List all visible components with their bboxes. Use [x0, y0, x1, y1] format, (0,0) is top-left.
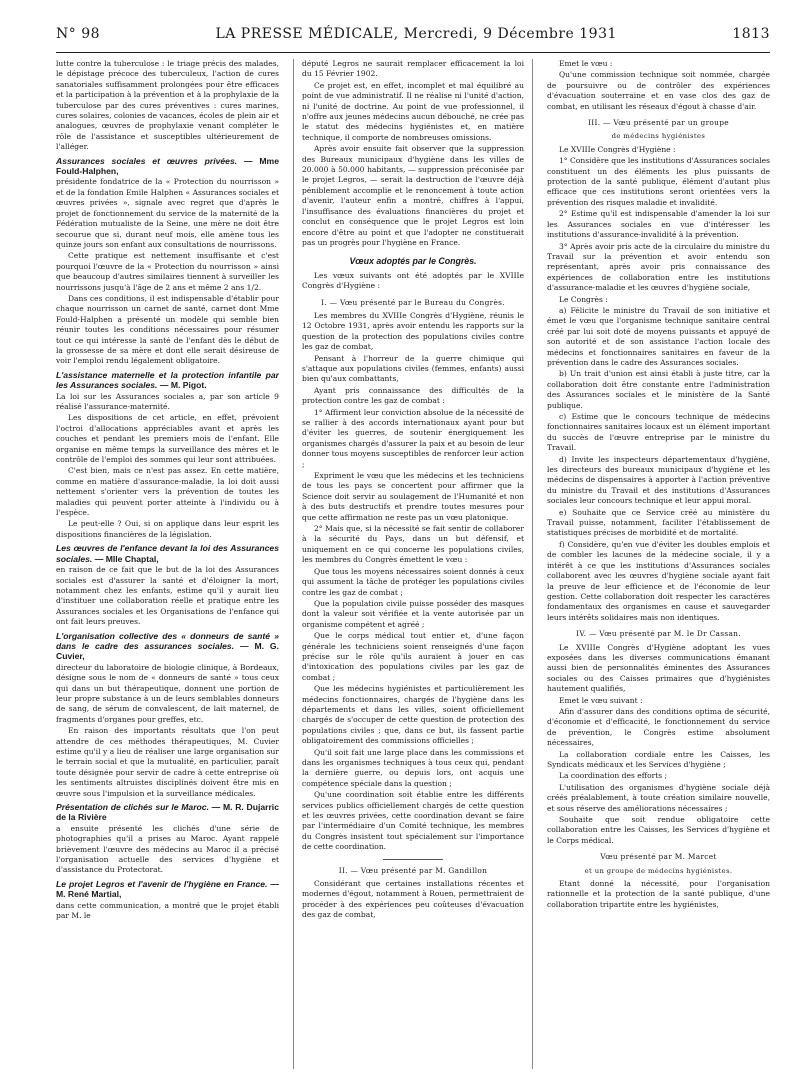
heading-text: L'organisation collective des « donneurs de santé » dans le cadre des assurances sociales. [56, 630, 279, 651]
heading-author: M. Pigot. [170, 380, 207, 391]
issue-number: N° 98 [56, 26, 101, 42]
paragraph: Le XVIIIe Congrès d'Hygiène adoptant les vues exposées dans les diverses communications émanant aussi bien de personnalités éminentes des Assurances sociales ou des Caisses primaires que d'hygiénistes hautement qualifiés, [547, 642, 770, 694]
paragraph: Emet le vœu suivant : [559, 695, 643, 705]
heading-author: M. René Martial, [56, 889, 122, 900]
heading-text: Les œuvres de l'enfance devant la loi des Assurances sociales. — [56, 543, 279, 564]
paragraph: d) Invite les inspecteurs départementaux d'hygiène, les directeurs des bureaux municipaux d'hygiène et les médecins de dispensaires à apporter à l'action préventive du ministre du Travail et des institutions d'Assurances sociales leur concours technique et leur appui moral. [547, 454, 770, 506]
paragraph: 3° Après avoir pris acte de la circulaire du ministre du Travail sur la prévention et avoir entendu son représentant, après avoir pris connaissance des expériences de collaboration entre les institutions d'assurance-maladie et les œuvres d'hygiène sociale, [547, 241, 770, 293]
paragraph: Le XVIIIe Congrès d'Hygiène : [559, 144, 676, 154]
paragraph: a ensuite présenté les clichés d'une série de photographies qu'il a prises au Maroc. Ayant rappelé brièvement l'œuvre des médecins au Maroc il a précisé l'organisation actuelle des services d'hygiène et d'assistance du Protectorat. [56, 823, 279, 875]
paragraph: c) Estime que le concours technique de médecins fonctionnaires sanitaires locaux est un élément important du succès de l'œuvre entreprise par le ministre du Travail. [547, 412, 770, 453]
paragraph: Afin d'assurer dans des conditions optima de sécurité, d'économie et d'efficacité, le fonctionnement du service de prévention, le Congrès estime absolument nécessaires, [547, 706, 770, 748]
resolution-subheading: de médecins hygiénistes [611, 132, 706, 141]
paragraph: L'utilisation des organismes d'hygiène sociale déjà créés préalablement, à toute création similaire nouvelle, et sous réserve des améliorations nécessaires ; [547, 782, 770, 813]
heading-author: Mlle Chaptal, [105, 553, 159, 564]
paragraph: Le peut-elle ? Oui, si on applique dans leur esprit les dispositions financières de la législation. [56, 519, 279, 539]
paragraph: Que tous les moyens nécessaires soient donnés à ceux qui assument la tâche de protéger les populations civiles contre les gaz de combat ; [301, 566, 524, 597]
resolution-heading: I. — Vœu présenté par le Bureau du Congrès. [321, 297, 505, 307]
paragraph: f) Considère, qu'en vue d'éviter les doubles emplois et de combler les lacunes de la médecine sociale, il y a intérêt à ce que les institutions d'Assurances sociales collaborent avec les œuvres d'hygiène sociale ayant fait la preuve de leur efficience et de l'économie de leur gestion. Cette collaboration doit respecter les caractères fondamentaux des organismes en cause et sauvegarder leurs intérêts solidaires mais non identiques. [547, 539, 770, 622]
paragraph: Les vœux suivants ont été adoptés par le XVIIIe Congrès d'Hygiène : [301, 270, 524, 291]
paragraph: dans cette communication, a montré que le projet établi par M. le [56, 900, 279, 921]
paragraph: lutte contre la tuberculose : le triage précis des malades, le dépistage précoce des tuberculeux, l'action de cures sanatoriales suffisamment prolongées pour être efficaces et la participation à la prévention et à la prophylaxie de la tuberculose par des cures préventives : cures marines, cures solaires, colonies de vacances, écoles de plein air et analogues, œuvres de prophylaxie venant compléter le rôle de l'assistance et susceptibles ultérieurement de l'alléger. [56, 59, 279, 152]
resolution-heading: Vœu présenté par M. Marcet [600, 852, 717, 862]
paragraph: Le Congrès : [559, 294, 608, 304]
paragraph: b) Un trait d'union est ainsi établi à juste titre, car la collaboration doit être constante entre l'administration des Assurances sociales et le ministère de la Santé publique. [547, 369, 770, 410]
paragraph: 1° Affirment leur conviction absolue de la nécessité de se rallier à des accords internationaux ayant pour but d'éviter les guerres, de soutenir énergiquement les organismes chargés d'assurer la paix et au besoin de leur donner tous moyens susceptibles de renforcer leur action ; [301, 407, 524, 469]
divider [383, 859, 443, 860]
paragraph: Les dispositions de cet article, en effet, prévoient l'octroi d'allocations appréciables avant et après les couches et pendant les premiers mois de l'enfant. Elle organise en même temps la surveillance des mères et le contrôle de l'emploi des sommes qui leur sont attribuées. [56, 413, 279, 465]
column-2 [293, 59, 533, 1069]
heading-author: M. R. Dujarric de la Rivière [56, 802, 279, 823]
section-title: Vœux adoptés par le Congrès. [349, 256, 477, 267]
resolution-heading: IV. — Vœu présenté par M. le Dr Cassan. [576, 629, 741, 639]
columns [56, 59, 770, 1069]
section-heading [56, 879, 279, 900]
paragraph: directeur du laboratoire de biologie clinique, à Bordeaux, désigne sous le nom de « donneurs de santé » tous ceux qui dans un but thérapeutique, donnent une portion de leur propre substance à un de leurs semblables donneurs de sang, de sérum de convalescent, de lait maternel, de fragments d'organes pour greffes, etc. [56, 662, 279, 724]
paragraph: Dans ces conditions, il est indispensable d'établir pour chaque nourrisson un carnet de santé, carnet dont Mme Fould-Halphen a présenté un modèle qui semble bien réunir toutes les conditions nécessaires pour résumer tout ce qui intéresse la santé de l'enfant dès le début de la grossesse de sa mère et dont elle serait désireuse de voir l'emploi rendu légalement obligatoire. [56, 293, 279, 366]
heading-text: Le projet Legros et l'avenir de l'hygiène en France. — [56, 878, 279, 889]
paragraph: Considérant que certaines installations récentes et modernes d'égout, notamment à Rouen, permettraient de procéder à des expériences peu coûteuses d'évacuation des gaz de combat, [301, 879, 524, 920]
heading-author: Mme Fould-Halphen, [56, 155, 279, 177]
section-heading [56, 370, 279, 391]
paragraph: Après avoir ensuite fait observer que la suppression des Bureaux municipaux d'hygiène dans les villes de 20.000 à 50.000 habitants, — suppression préconisée par le projet Legros, — serait la destruction de l'œuvre déjà péniblement accomplie et le renoncement à toute action d'avenir, l'auteur enfin a montré, chiffres à l'appui, l'insuffisance des évaluations financières du projet et conclut en conséquence que le projet Legros est loin encore d'être au point et que l'adopter ne constituerait pas un progrès pour l'hygiène en France. [301, 144, 524, 247]
heading-author: — M. G. Cuvier, [56, 640, 279, 662]
publication-title: LA PRESSE MÉDICALE, Mercredi, 9 Décembre 1931 [215, 26, 617, 42]
paragraph: Pensant à l'horreur de la guerre chimique qui s'attaque aux populations civiles (femmes, enfants) aussi bien qu'aux combattants, [301, 353, 524, 384]
paragraph: Cette pratique est nettement insuffisante et c'est pourquoi l'œuvre de la « Protection du nourrisson » ainsi que beaucoup d'autres similaires tiennent à surveiller les nourrissons jusqu'à l'âge de 2 ans et même 2 ans 1/2. [56, 251, 279, 292]
paragraph: La collaboration cordiale entre les Caisses, les Syndicats médicaux et les Services d'hygiène ; [547, 749, 770, 769]
paragraph: Ce projet est, en effet, incomplet et mal équilibré au point de vue administratif. Il ne réalise ni l'unité d'action, ni l'unité de doctrine. Au point de vue professionnel, il n'offre aux jeunes médecins aucun débouché, ne crée pas le statut des médecins hygiénistes et, en matière technique, il comporte de nombreuses omissions. [301, 80, 524, 142]
resolution-heading: III. — Vœu présenté par un groupe [588, 118, 729, 128]
header-rule [56, 52, 770, 53]
paragraph: Expriment le vœu que les médecins et les techniciens de tous les pays se concertent pour affirmer que la Science doit servir au soulagement de l'Humanité et non à des buts destructifs et prendre toutes mesures pour que cette affirmation ne reste pas un vœu platonique. [301, 471, 524, 522]
section-heading [56, 543, 279, 564]
paragraph: e) Souhaite que ce Service créé au ministère du Travail puisse, notamment, faciliter l'établissement de statistiques précises de morbidité et de mortalité. [547, 507, 770, 538]
paragraph: C'est bien, mais ce n'est pas assez. En cette matière, comme en matière d'assurance-maladie, la loi doit aussi nettement s'orienter vers la prévention de toutes les maladies qui peuvent porter atteinte à l'individu ou à l'espèce. [56, 466, 279, 518]
paragraph: en raison de ce fait que le but de la loi des Assurances sociales est d'assurer la santé et d'éloigner la mort, notamment chez les enfants, estime qu'il y aurait lieu d'instituer une collaboration réelle et pratique entre les Assurances sociales et les Organisations de l'enfance qui ont fait leurs preuves. [56, 565, 279, 627]
paragraph: a) Félicite le ministre du Travail de son initiative et émet le vœu que l'organisme technique sanitaire central créé par lui soit doté de moyens puissants et appuyé de son autorité et de son assistance l'action locale des médecins et fonctionnaires sanitaires en faveur de la prévention dans le cadre des Assurances sociales. [547, 305, 770, 367]
paragraph: Que les médecins hygiénistes et particulièrement les médecins fonctionnaires, chargés de l'hygiène dans les départements et dans les villes, soient officiellement chargés de s'occuper de cette question de protection des populations civiles ; que, dans ce but, ils fassent partie obligatoirement des commissions officielles ; [301, 684, 524, 746]
column-3 [547, 59, 770, 1069]
paragraph: Ayant pris connaissance des difficultés de la protection contre les gaz de combat : [301, 385, 524, 406]
section-heading [56, 156, 279, 177]
section-heading [56, 802, 279, 823]
paragraph: Souhaite que soit rendue obligatoire cette collaboration entre les Caisses, les Services d'hygiène et le Corps médical. [547, 815, 770, 845]
resolution-subheading: et un groupe de médecins hygiénistes. [584, 866, 733, 875]
page-number: 1813 [732, 26, 770, 42]
paragraph: La coordination des efforts ; [559, 771, 668, 781]
page-header [56, 26, 770, 48]
section-heading [56, 631, 279, 662]
paragraph: député Legros ne saurait remplacer efficacement la loi du 15 Février 1902. [301, 59, 524, 79]
paragraph: Que la population civile puisse posséder des masques dont la valeur soit vérifiée et la vente autorisée par un organisme compétent et agréé ; [301, 598, 524, 629]
paragraph: Que le corps médical tout entier et, d'une façon générale les techniciens soient renseignés d'une façon précise sur le rôle qu'ils auraient à jouer en cas d'intoxication des populations civiles par les gaz de combat ; [301, 631, 524, 682]
paragraph: La loi sur les Assurances sociales a, par son article 9 réalisé l'assurance-maternité. [56, 391, 279, 411]
heading-text: L'assistance maternelle et la protection infantile par les Assurances sociales. — [56, 369, 279, 391]
paragraph: En raison des importants résultats que l'on peut attendre de ces méthodes thérapeutiques, M. Cuvier estime qu'il y a lieu de réaliser une large organisation sur le terrain social et que la mutualité, en particulier, paraît toute désignée pour servir de cadre à cette entreprise où les sentiments altruistes disciplinés doivent être mis en œuvre sous l'impulsion et la surveillance médicales. [56, 726, 279, 798]
paragraph: Etant donné la nécessité, pour l'organisation rationnelle et la protection de la santé publique, d'une collaboration tripartite entre les hygiénistes, [547, 879, 770, 909]
paragraph: 2° Estime qu'il est indispensable d'amender la loi sur les Assurances sociales en vue d'intéresser les institutions d'assurance-invalidité à la prévention. [547, 209, 770, 240]
resolution-heading: II. — Vœu présenté par M. Gandillon [338, 865, 488, 875]
heading-text: Assurances sociales et œuvres privées. — [56, 155, 253, 166]
paragraph: Qu'il soit fait une large place dans les commissions et dans les organismes techniques à tous ceux qui, pendant la dernière guerre, ou depuis lors, ont acquis une compétence spéciale dans la question ; [301, 747, 524, 788]
column-1 [56, 59, 279, 1069]
paragraph: 1° Considère que les institutions d'Assurances sociales constituent un des éléments les plus puissants de protection de la santé publique, élément d'autant plus efficace que ces institutions seront orientées vers la prévention des risques maladie et invalidité. [547, 156, 770, 207]
paragraph: Les membres du XVIIIe Congrès d'Hygiène, réunis le 12 Octobre 1931, après avoir entendu les rapports sur la question de la protection des populations civiles contre les gaz de combat, [301, 310, 524, 352]
paragraph: Emet le vœu : [559, 59, 613, 68]
paragraph: 2° Mais que, si la nécessité se fait sentir de collaborer à la sécurité du Pays, dans un but défensif, et uniquement en ce qui concerne les populations civiles, les membres du Congrès émettent le vœu : [301, 524, 524, 565]
paragraph: Qu'une commission technique soit nommée, chargée de poursuivre ou de contrôler des expériences d'évacuation souterraine et en vase clos des gaz de combat, en utilisant les réseaux d'égout à chasse d'air. [547, 70, 770, 111]
heading-text: Présentation de clichés sur le Maroc. — [56, 802, 221, 813]
paragraph: Qu'une coordination soit établie entre les différents services publics officiellement chargés de cette question et les œuvres privées, cette coordination devant se faire par l'intermédiaire d'un Comité technique, les membres du Congrès insistent tout spécialement sur l'importance de cette coordination. [301, 790, 524, 852]
paragraph: présidente fondatrice de la « Protection du nourrisson » et de la fondation Emile Halphen « Assurances sociales et œuvres privées », signale avec regret que d'après le projet de fonctionnement du service de la maternité de la Fédération mutualiste de la Seine, une mère ne doit être secourue que si, durant neuf mois, elle amène tous les quinze jours son enfant aux consultations de nourrissons. [56, 177, 279, 249]
